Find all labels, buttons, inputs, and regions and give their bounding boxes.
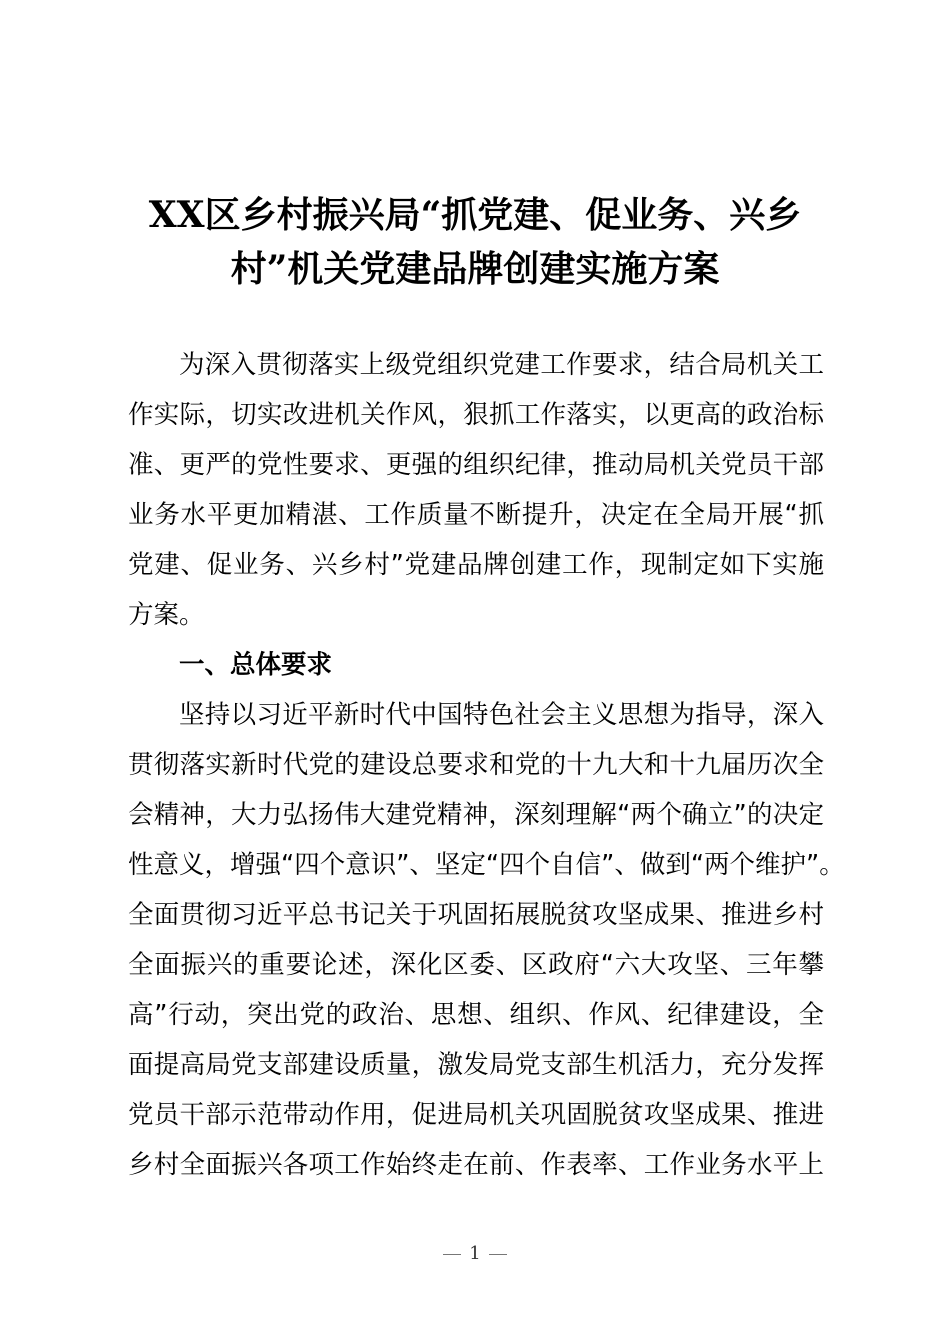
text-line: 面提高局党支部建设质量，激发局党支部生机活力，充分发挥 (128, 1050, 824, 1080)
text-line: 党员干部示范带动作用，促进局机关巩固脱贫攻坚成果、推进 (128, 1100, 824, 1130)
text-line: 性意义，增强“四个意识”、坚定“四个自信”、做到“两个维护”。 (128, 850, 845, 880)
page-footer (0, 1243, 950, 1264)
text-line: 为深入贯彻落实上级党组织党建工作要求，结合局机关工 (179, 350, 824, 380)
intro-paragraph (128, 340, 824, 640)
text-line: 乡村全面振兴各项工作始终走在前、作表率、工作业务水平上 (128, 1150, 824, 1180)
text-line: 坚持以习近平新时代中国特色社会主义思想为指导，深入 (179, 700, 824, 730)
document-title (110, 188, 840, 296)
text-line: 作实际，切实改进机关作风，狠抓工作落实，以更高的政治标 (128, 400, 824, 430)
footer-dash-left (443, 1254, 461, 1255)
text-line: 全面振兴的重要论述，深化区委、区政府“六大攻坚、三年攀 (128, 950, 824, 980)
text-line: 准、更严的党性要求、更强的组织纪律，推动局机关党员干部 (128, 450, 824, 480)
document-body (128, 340, 845, 1190)
title-line-1: XX区乡村振兴局“抓党建、促业务、兴乡 (148, 194, 802, 236)
title-line-2: 村”机关党建品牌创建实施方案 (230, 248, 720, 290)
text-line: 业务水平更加精湛、工作质量不断提升，决定在全局开展“抓 (128, 500, 824, 530)
text-line: 党建、促业务、兴乡村”党建品牌创建工作，现制定如下实施 (128, 550, 824, 580)
text-line: 贯彻落实新时代党的建设总要求和党的十九大和十九届历次全 (128, 750, 824, 780)
text-line: 会精神，大力弘扬伟大建党精神，深刻理解“两个确立”的决定 (128, 800, 824, 830)
page-number: 1 (469, 1243, 481, 1264)
text-line: 方案。 (128, 600, 205, 630)
text-line: 高”行动，突出党的政治、思想、组织、作风、纪律建设，全 (128, 1000, 824, 1030)
section-paragraph (128, 690, 845, 1190)
section-heading: 一、总体要求 (179, 650, 333, 680)
text-line: 全面贯彻习近平总书记关于巩固拓展脱贫攻坚成果、推进乡村 (128, 900, 824, 930)
footer-dash-right (489, 1254, 507, 1255)
